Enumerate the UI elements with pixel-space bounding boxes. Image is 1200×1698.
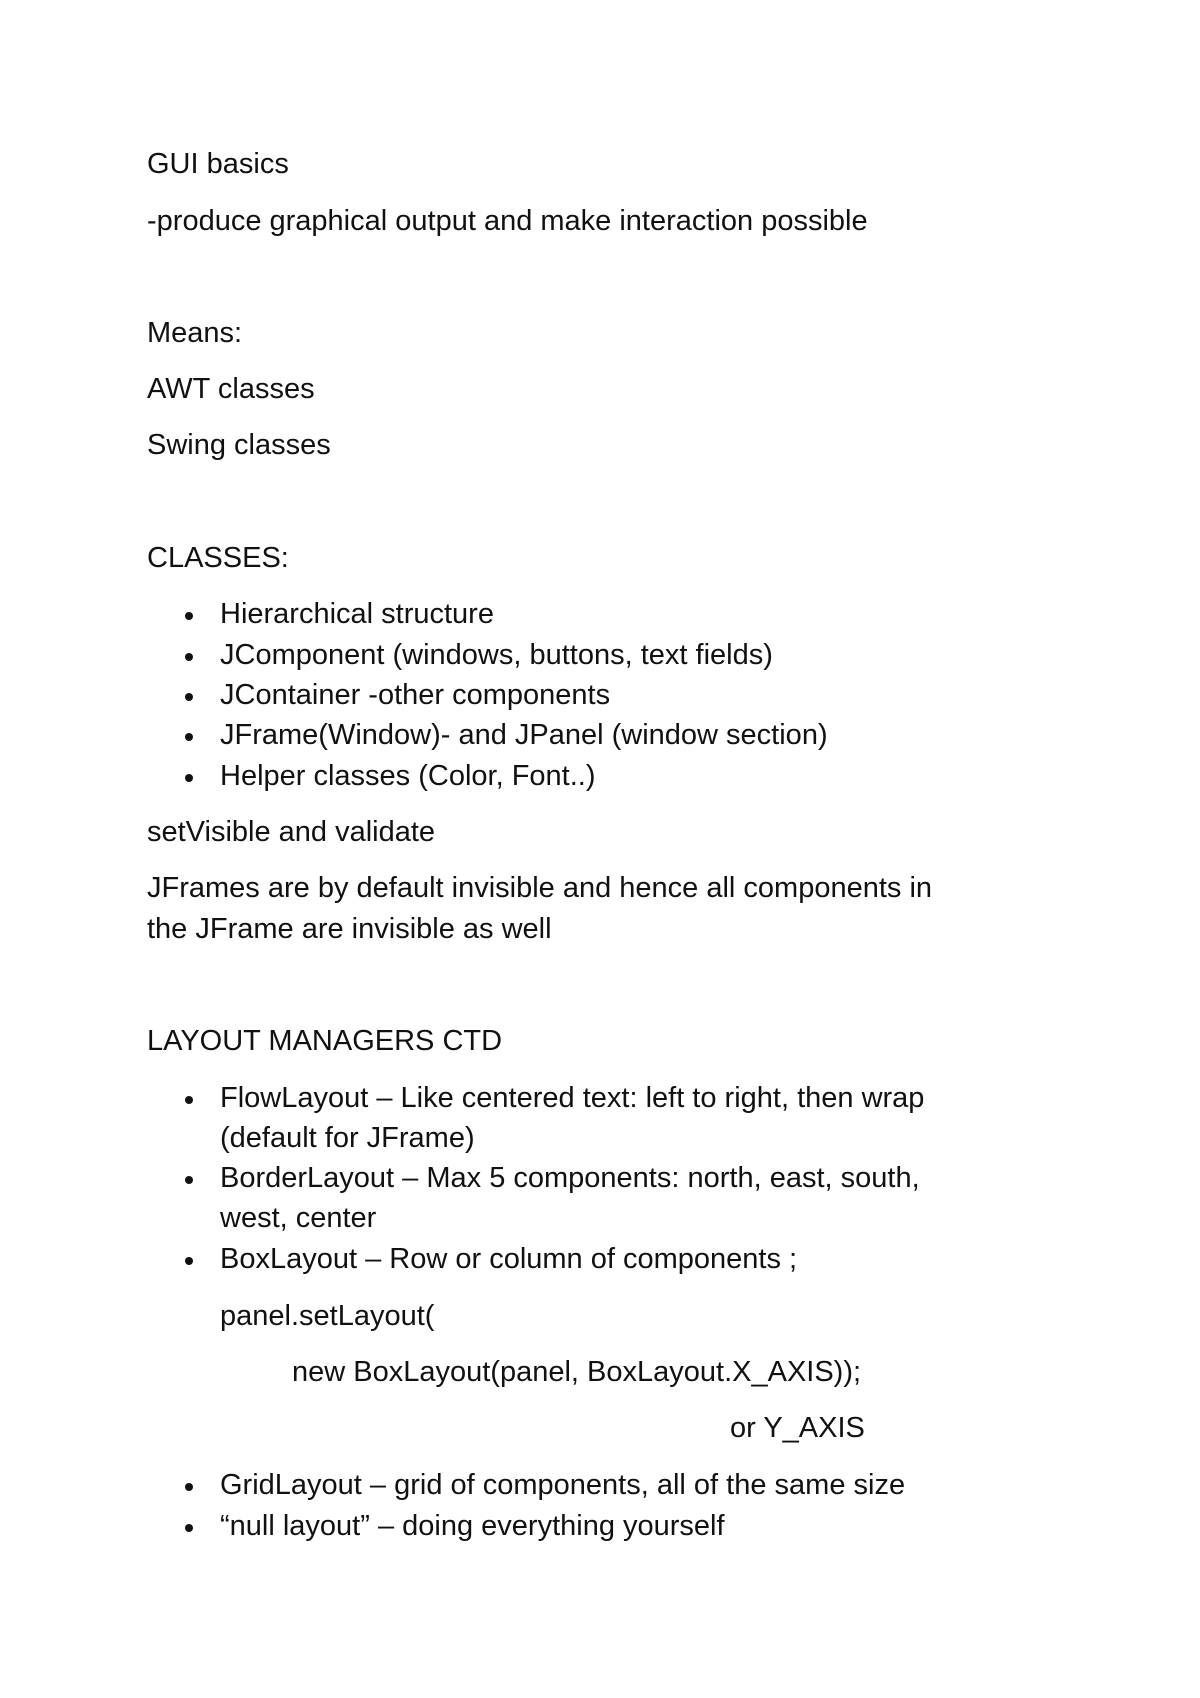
intro-text: -produce graphical output and make interaction possible	[147, 205, 868, 237]
means-heading: Means:	[147, 317, 243, 349]
code-line: new BoxLayout(panel, BoxLayout.X_AXIS));	[292, 1356, 862, 1388]
list-item-continuation: (default for JFrame)	[220, 1122, 475, 1154]
classes-heading: CLASSES:	[147, 542, 289, 574]
bullet-icon	[185, 733, 193, 741]
bullet-icon	[185, 1524, 193, 1532]
means-item: AWT classes	[147, 373, 315, 405]
list-item: JComponent (windows, buttons, text fields)	[220, 639, 773, 671]
setvisible-heading: setVisible and validate	[147, 816, 436, 848]
paragraph-line: the JFrame are invisible as well	[147, 913, 552, 945]
layout-heading: LAYOUT MANAGERS CTD	[147, 1025, 503, 1057]
bullet-icon	[185, 653, 193, 661]
code-line: panel.setLayout(	[220, 1300, 435, 1332]
list-item: Helper classes (Color, Font..)	[220, 760, 596, 792]
list-item: BoxLayout – Row or column of components ;	[220, 1243, 798, 1275]
page-title: GUI basics	[147, 148, 289, 180]
list-item: FlowLayout – Like centered text: left to right, then wrap	[220, 1082, 925, 1114]
bullet-icon	[185, 693, 193, 701]
means-item: Swing classes	[147, 429, 331, 461]
bullet-icon	[185, 1483, 193, 1491]
list-item: JContainer -other components	[220, 679, 611, 711]
paragraph-line: JFrames are by default invisible and hence all components in	[147, 872, 933, 904]
list-item: “null layout” – doing everything yourself	[220, 1510, 725, 1542]
list-item: Hierarchical structure	[220, 598, 494, 630]
code-line: or Y_AXIS	[730, 1412, 865, 1444]
list-item: BorderLayout – Max 5 components: north, east, south,	[220, 1162, 920, 1194]
bullet-icon	[185, 1096, 193, 1104]
list-item-continuation: west, center	[220, 1202, 377, 1234]
bullet-icon	[185, 612, 193, 620]
bullet-icon	[185, 1176, 193, 1184]
list-item: JFrame(Window)- and JPanel (window section)	[220, 719, 828, 751]
bullet-icon	[185, 1257, 193, 1265]
list-item: GridLayout – grid of components, all of the same size	[220, 1469, 906, 1501]
bullet-icon	[185, 774, 193, 782]
